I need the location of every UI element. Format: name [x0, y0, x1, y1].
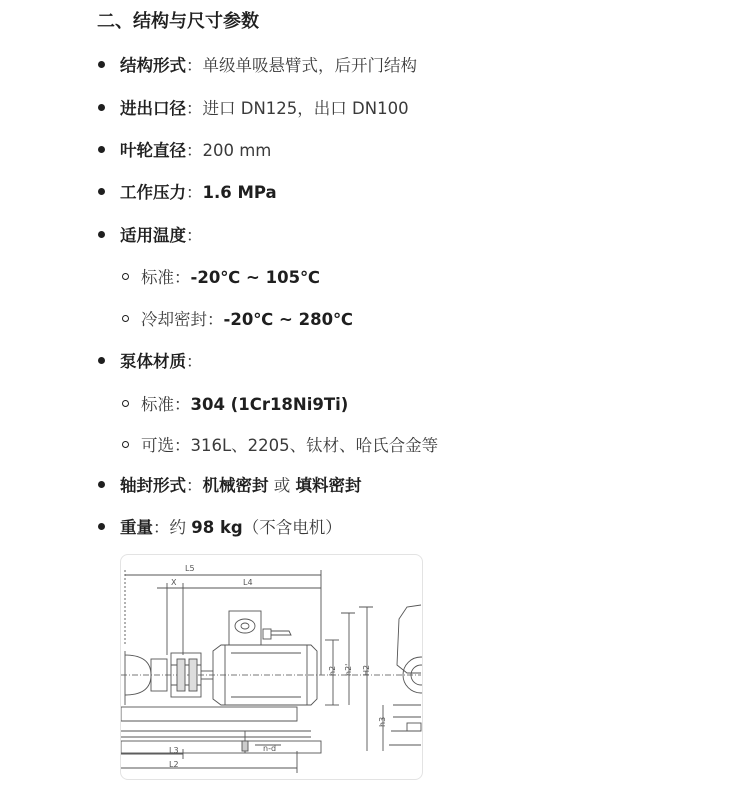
- spec-conjunction: 或: [268, 476, 296, 495]
- spec-separator: ：: [186, 56, 203, 75]
- spec-label: 进出口径: [120, 99, 186, 118]
- circle-bullet-icon: [122, 441, 129, 448]
- spec-value: 98 kg: [191, 518, 243, 537]
- spec-value-packing: 填料密封: [295, 476, 362, 495]
- spec-value: 进口 DN125，出口 DN100: [202, 99, 409, 118]
- dim-label-h3: h3: [378, 716, 387, 727]
- spec-value: 304 (1Cr18Ni9Ti): [190, 395, 349, 414]
- spec-label: 可选: [141, 436, 174, 455]
- spec-label: 泵体材质: [120, 352, 186, 371]
- spec-port-size: [98, 95, 409, 123]
- spec-value: -20℃ ~ 280℃: [223, 310, 354, 329]
- spec-value: 200 mm: [202, 141, 272, 160]
- spec-impeller-diameter: [98, 137, 271, 165]
- dim-label-x: X: [171, 578, 177, 587]
- section-title: 二、结构与尺寸参数: [97, 11, 259, 32]
- spec-separator: ：: [174, 395, 191, 414]
- spec-temperature-standard: [122, 264, 320, 292]
- spec-separator: ：: [186, 476, 203, 495]
- dim-label-H2: H2: [362, 664, 371, 676]
- spec-temperature: [98, 222, 203, 250]
- spec-label: 叶轮直径: [120, 141, 186, 160]
- spec-material: [98, 348, 203, 376]
- bullet-icon: [98, 104, 105, 111]
- spec-value-mechanical: 机械密封: [202, 476, 269, 495]
- spec-material-standard: [122, 391, 348, 419]
- spec-separator: ：: [153, 518, 170, 537]
- spec-separator: ：: [186, 99, 203, 118]
- bullet-icon: [98, 231, 105, 238]
- circle-bullet-icon: [122, 273, 129, 280]
- dim-label-h2-prime: h2': [344, 663, 353, 676]
- bullet-icon: [98, 481, 105, 488]
- spec-value: 316L、2205、钛材、哈氏合金等: [190, 436, 439, 455]
- spec-value: 1.6 MPa: [202, 183, 277, 202]
- spec-material-optional: [122, 432, 438, 460]
- spec-label: 结构形式: [120, 56, 186, 75]
- circle-bullet-icon: [122, 400, 129, 407]
- spec-weight: [98, 514, 342, 542]
- spec-label: 重量: [120, 518, 153, 537]
- spec-structure: [98, 52, 417, 80]
- dim-label-l3: L3: [169, 746, 179, 755]
- circle-bullet-icon: [122, 315, 129, 322]
- dimension-drawing: [120, 554, 423, 780]
- bullet-icon: [98, 146, 105, 153]
- spec-separator: ：: [186, 352, 203, 371]
- bullet-icon: [98, 523, 105, 530]
- dim-label-h2: h2: [328, 665, 337, 676]
- bullet-icon: [98, 357, 105, 364]
- spec-separator: ：: [174, 268, 191, 287]
- spec-separator: ：: [186, 141, 203, 160]
- dim-label-nd: n-d: [263, 744, 277, 753]
- dim-label-l2: L2: [169, 760, 179, 769]
- spec-prefix: 约: [169, 518, 192, 537]
- spec-working-pressure: [98, 179, 277, 207]
- spec-separator: ：: [207, 310, 224, 329]
- spec-label: 标准: [141, 395, 174, 414]
- dim-label-l5: L5: [185, 564, 195, 573]
- pump-drawing-svg: [121, 555, 422, 779]
- spec-separator: ：: [186, 226, 203, 245]
- spec-label: 轴封形式: [120, 476, 186, 495]
- spec-label: 工作压力: [120, 183, 186, 202]
- spec-label: 适用温度: [120, 226, 186, 245]
- dim-label-l4: L4: [243, 578, 253, 587]
- spec-temperature-cooling: [122, 306, 353, 334]
- bullet-icon: [98, 61, 105, 68]
- spec-label: 冷却密封: [141, 310, 207, 329]
- bullet-icon: [98, 188, 105, 195]
- spec-value: -20℃ ~ 105℃: [190, 268, 321, 287]
- spec-shaft-seal: [98, 472, 362, 500]
- spec-value: 单级单吸悬臂式，后开门结构: [202, 56, 417, 75]
- spec-separator: ：: [174, 436, 191, 455]
- spec-label: 标准: [141, 268, 174, 287]
- spec-suffix: （不含电机）: [242, 518, 342, 537]
- spec-separator: ：: [186, 183, 203, 202]
